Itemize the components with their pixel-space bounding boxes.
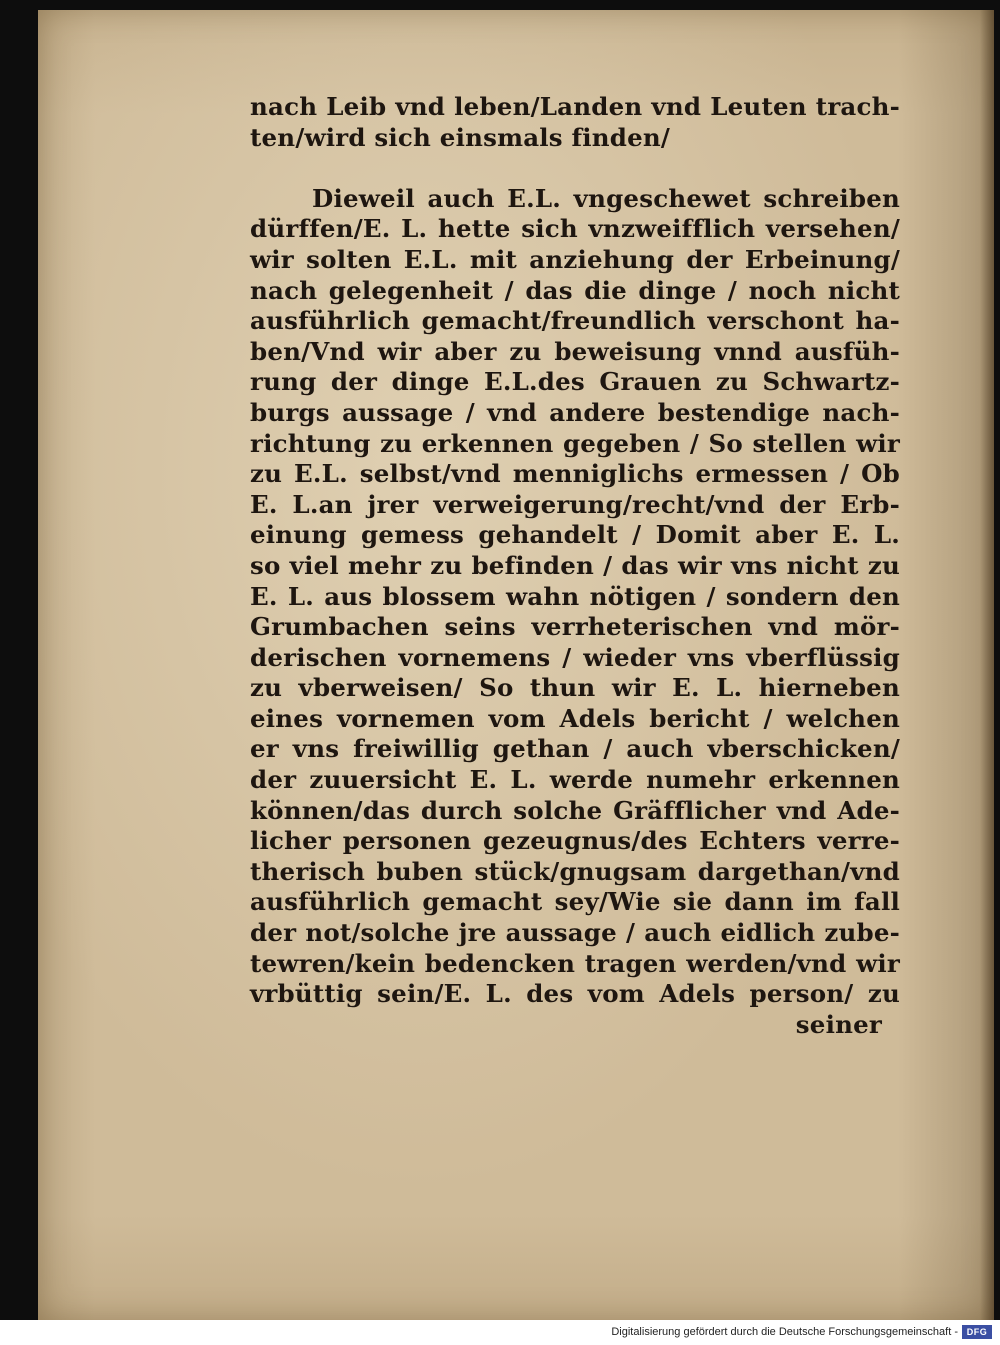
text-line: licher personen gezeugnus/des Echters verre-: [250, 826, 900, 856]
text-line: eines vornemen vom Adels bericht / welchen: [250, 703, 900, 733]
text-line: nach Leib vnd leben/Landen vnd Leuten trach-: [250, 92, 900, 121]
text-line: burgs aussage / vnd andere bestendige nach-: [250, 397, 900, 427]
text-line: wir solten E.L. mit anziehung der Erbeinung/: [250, 244, 900, 274]
text-line: Dieweil auch E.L. vngeschewet schreiben: [312, 183, 900, 213]
text-line: er vns freiwillig gethan / auch vberschicken/: [250, 734, 900, 764]
text-line: dürffen/E. L. hette sich vnzweifflich versehen/: [250, 214, 900, 244]
text-line: derischen vornemens / wieder vns vberflüssig: [250, 642, 900, 672]
text-line: können/das durch solche Gräfflicher vnd Ade-: [250, 795, 900, 825]
text-line: einung gemess gehandelt / Domit aber E. L.: [250, 520, 900, 550]
text-line: therisch buben stück/gnugsam dargethan/vnd: [250, 856, 900, 886]
text-line: vrbüttig sein/E. L. des vom Adels person/ zu: [250, 979, 900, 1009]
text-line: der not/solche jre aussage / auch eidlich zube-: [250, 918, 900, 948]
text-line: ausführlich gemacht sey/Wie sie dann im fall: [250, 887, 900, 917]
text-line: rung der dinge E.L.des Grauen zu Schwartz-: [250, 367, 900, 397]
text-line: nach gelegenheit / das die dinge / noch nicht: [250, 275, 900, 305]
text-line: zu E.L. selbst/vnd menniglichs ermessen / Ob: [250, 459, 900, 489]
text-line: zu vberweisen/ So thun wir E. L. hierneben: [250, 673, 900, 703]
text-line: ten/wird sich einsmals finden/: [250, 122, 671, 152]
funding-credit: Digitalisierung gefördert durch die Deutsche Forschungsgemeinschaft -: [611, 1326, 958, 1338]
text-line: Grumbachen seins verrheterischen vnd mör-: [250, 612, 900, 642]
text-line: ausführlich gemacht/freundlich verschont ha-: [250, 306, 900, 336]
text-line: so viel mehr zu befinden / das wir vns nicht zu: [250, 550, 900, 580]
text-line: richtung zu erkennen gegeben / So stellen wir: [250, 428, 900, 458]
text-line: tewren/kein bedencken tragen werden/vnd wir: [250, 948, 900, 978]
book-page: [38, 10, 994, 1320]
dfg-logo-icon: DFG: [962, 1325, 992, 1339]
page-text-block: [250, 92, 900, 1040]
text-line: der zuuersicht E. L. werde numehr erkennen: [250, 765, 900, 795]
paragraph-gap: [250, 153, 900, 184]
text-line: E. L.an jrer verweigerung/recht/vnd der Erb-: [250, 489, 900, 519]
page-gutter-shadow: [980, 10, 994, 1320]
footer-bar: [0, 1320, 1000, 1345]
catchword: seiner: [795, 1009, 882, 1039]
text-line: ben/Vnd wir aber zu beweisung vnnd ausfüh-: [250, 336, 900, 366]
text-line: E. L. aus blossem wahn nötigen / sondern den: [250, 581, 900, 611]
